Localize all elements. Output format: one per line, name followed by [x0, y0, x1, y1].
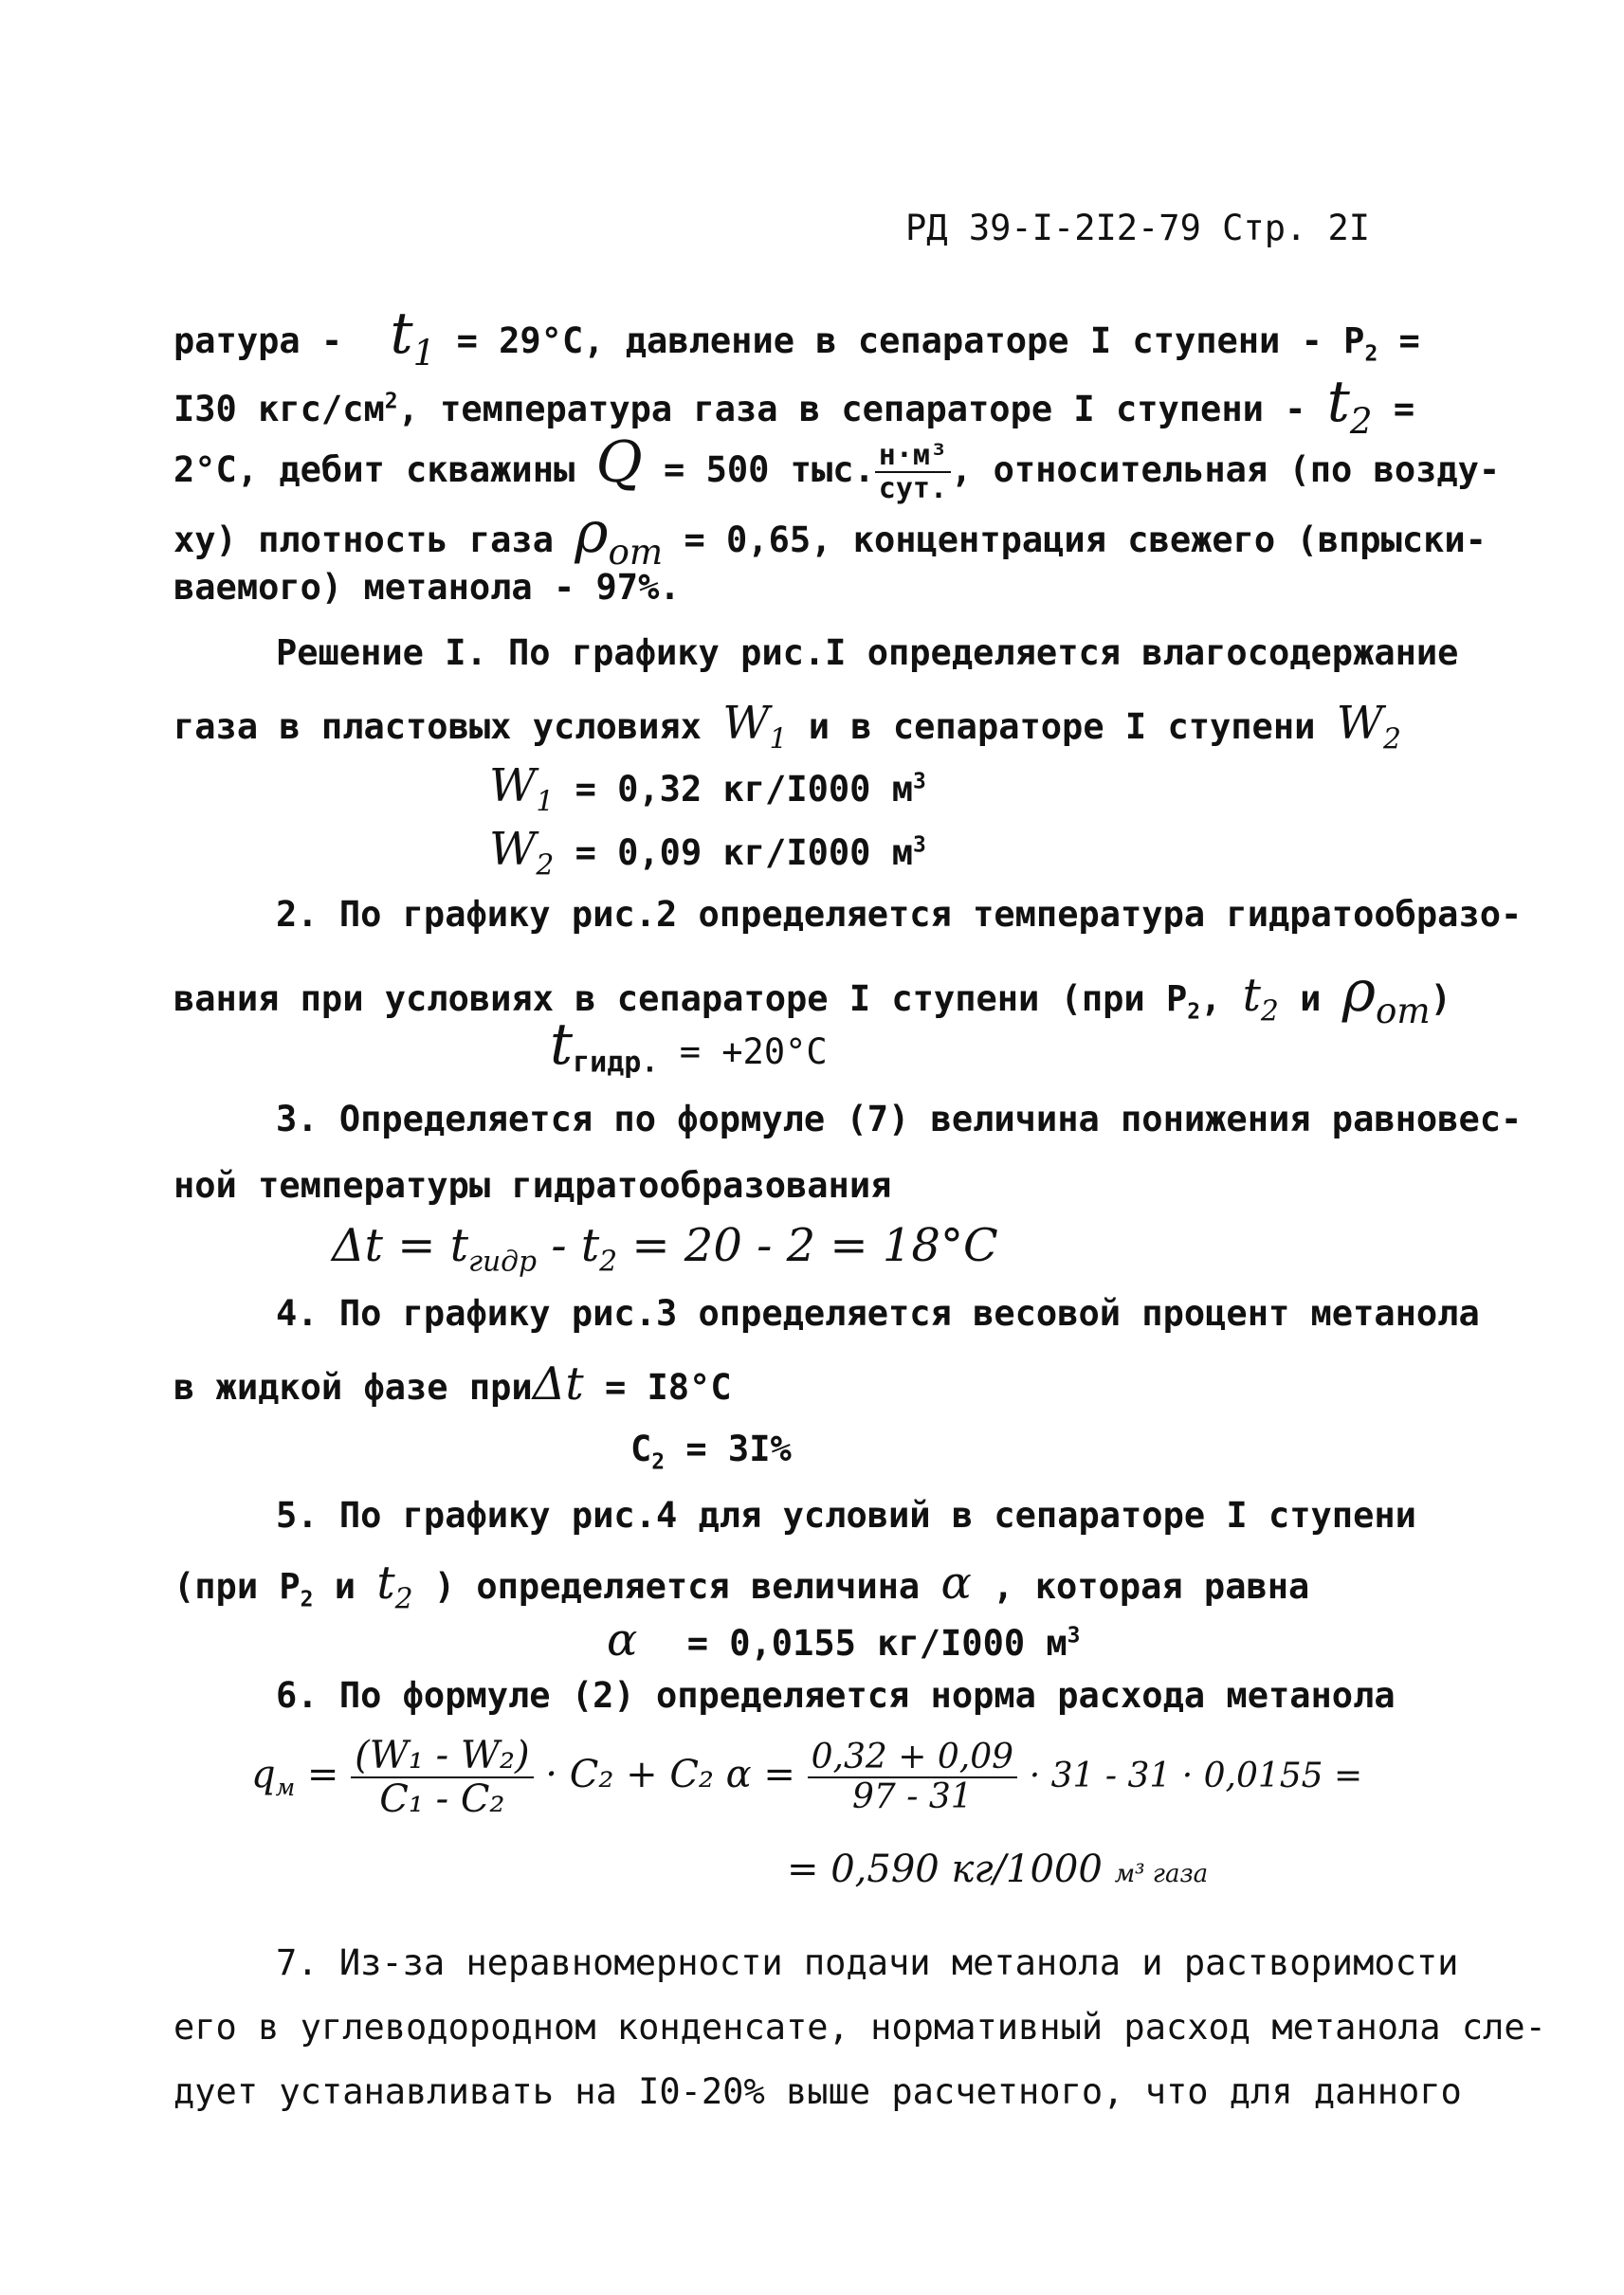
step3-line-2: ной температуры гидратообразования — [173, 1165, 892, 1206]
page-header — [905, 210, 1370, 246]
step1-line-2: газа в пластовых условиях $W_1$ и в сепараторе I ступени $W_2$ — [173, 697, 1401, 756]
step3-equation: $\Delta t = t_{гидр} - t_2 = 20 - 2 = 18^\circ С$ — [332, 1219, 998, 1279]
step4-line-2: в жидкой фазе приΔt = I8°С — [173, 1357, 732, 1411]
step4-equation: $С_2 = 3I\%$ — [630, 1429, 792, 1475]
flow-unit-fraction: $\frac{\text{н·м³}}{\text{сут.}}$ — [875, 440, 951, 504]
step5-line-1: 5. По графику рис.4 для условий в сепараторе I ступени — [276, 1495, 1416, 1536]
step1-equation-2: $W_2 = 0,09$ кг/I000 $м^3$ — [489, 823, 926, 883]
step7-line-2: его в углеводородном конденсате, нормативный расход метанола сле- — [173, 2007, 1546, 2048]
q-symbol: Q — [595, 429, 643, 496]
step6-formula: $q_м$ = $\frac{\text{(W₁ - W₂)}}{\text{C₁ - C₂}}$ · C₂ + C₂ α = $\frac{0,32 + 0,09}{97 - 31}$ · 31 - 31 · 0,0155 = — [251, 1734, 1363, 1821]
intro-line-5: ваемого) метанола - 97%. — [173, 567, 681, 608]
step7-line-1: 7. Из-за неравномерности подачи метанола и растворимости — [276, 1942, 1459, 1983]
intro-line-1: ратура - $t_1 = 29^\circ С$, давление в сепараторе I ступени - $Р_2$ = — [173, 301, 1420, 373]
step2-equation: $t_{гидр.} = +20^\circ С$ — [550, 1011, 828, 1080]
formula-lhs: $q_м$ — [251, 1753, 296, 1801]
step3-line-1: 3. Определяется по формуле (7) величина понижения равновес- — [276, 1099, 1523, 1139]
step2-line-1: 2. По графику рис.2 определяется температура гидратообразо- — [276, 894, 1523, 935]
step4-line-1: 4. По графику рис.3 определяется весовой процент метанола — [276, 1293, 1480, 1334]
step5-line-2: (при $Р_2$ и $t_2$ ) определяется величина α , которая равна — [173, 1557, 1310, 1616]
intro-line-3: 2°С, дебит скважины Q = 500 тыс. $\frac{\text{н·м³}}{\text{сут.}}$ , относительная (по возду- — [173, 429, 1501, 505]
intro-line-4: ху) плотность газа $\rho_{от} = 0,65$, концентрация свежего (впрыски- — [173, 500, 1487, 573]
w2-symbol: $W_2$ — [1336, 697, 1401, 756]
step6-line-1: 6. По формуле (2) определяется норма расхода метанола — [276, 1675, 1396, 1716]
rho-symbol: $\rho_{от}$ — [575, 500, 664, 573]
formula-fraction-2: $\frac{0,32 + 0,09}{97 - 31}$ — [808, 1739, 1017, 1815]
t1-symbol: $t_1$ — [390, 301, 436, 373]
formula-fraction-1: $\frac{\text{(W₁ - W₂)}}{\text{C₁ - C₂}}$ — [351, 1735, 533, 1820]
step1-line-1: Решение I. По графику рис.I определяется влагосодержание — [276, 632, 1459, 673]
step7-line-3: дует устанавливать на I0-20% выше расчетного, что для данного — [173, 2071, 1462, 2112]
step1-equation-1: $W_1 = 0,32$ кг/I000 $м^3$ — [489, 759, 926, 819]
w1-symbol: $W_1$ — [722, 697, 788, 756]
t2-symbol: $t_2$ — [1326, 369, 1373, 442]
document-reference: РД 39-I-2I2-79 Стр. 2I — [905, 208, 1371, 248]
step6-result: = 0,590 кг/1000 м³ газа — [787, 1848, 1209, 1891]
intro-line-2: I30 кгс/$см^2$, температура газа в сепараторе I ступени - $t_2$ = — [173, 369, 1415, 442]
step2-line-2: вания при условиях в сепараторе I ступени (при $Р_2$, $t_2$ и $\rho_{от}$) — [173, 958, 1451, 1031]
step5-equation: α = 0,0155 кг/I000 $м^3$ — [607, 1613, 1081, 1667]
